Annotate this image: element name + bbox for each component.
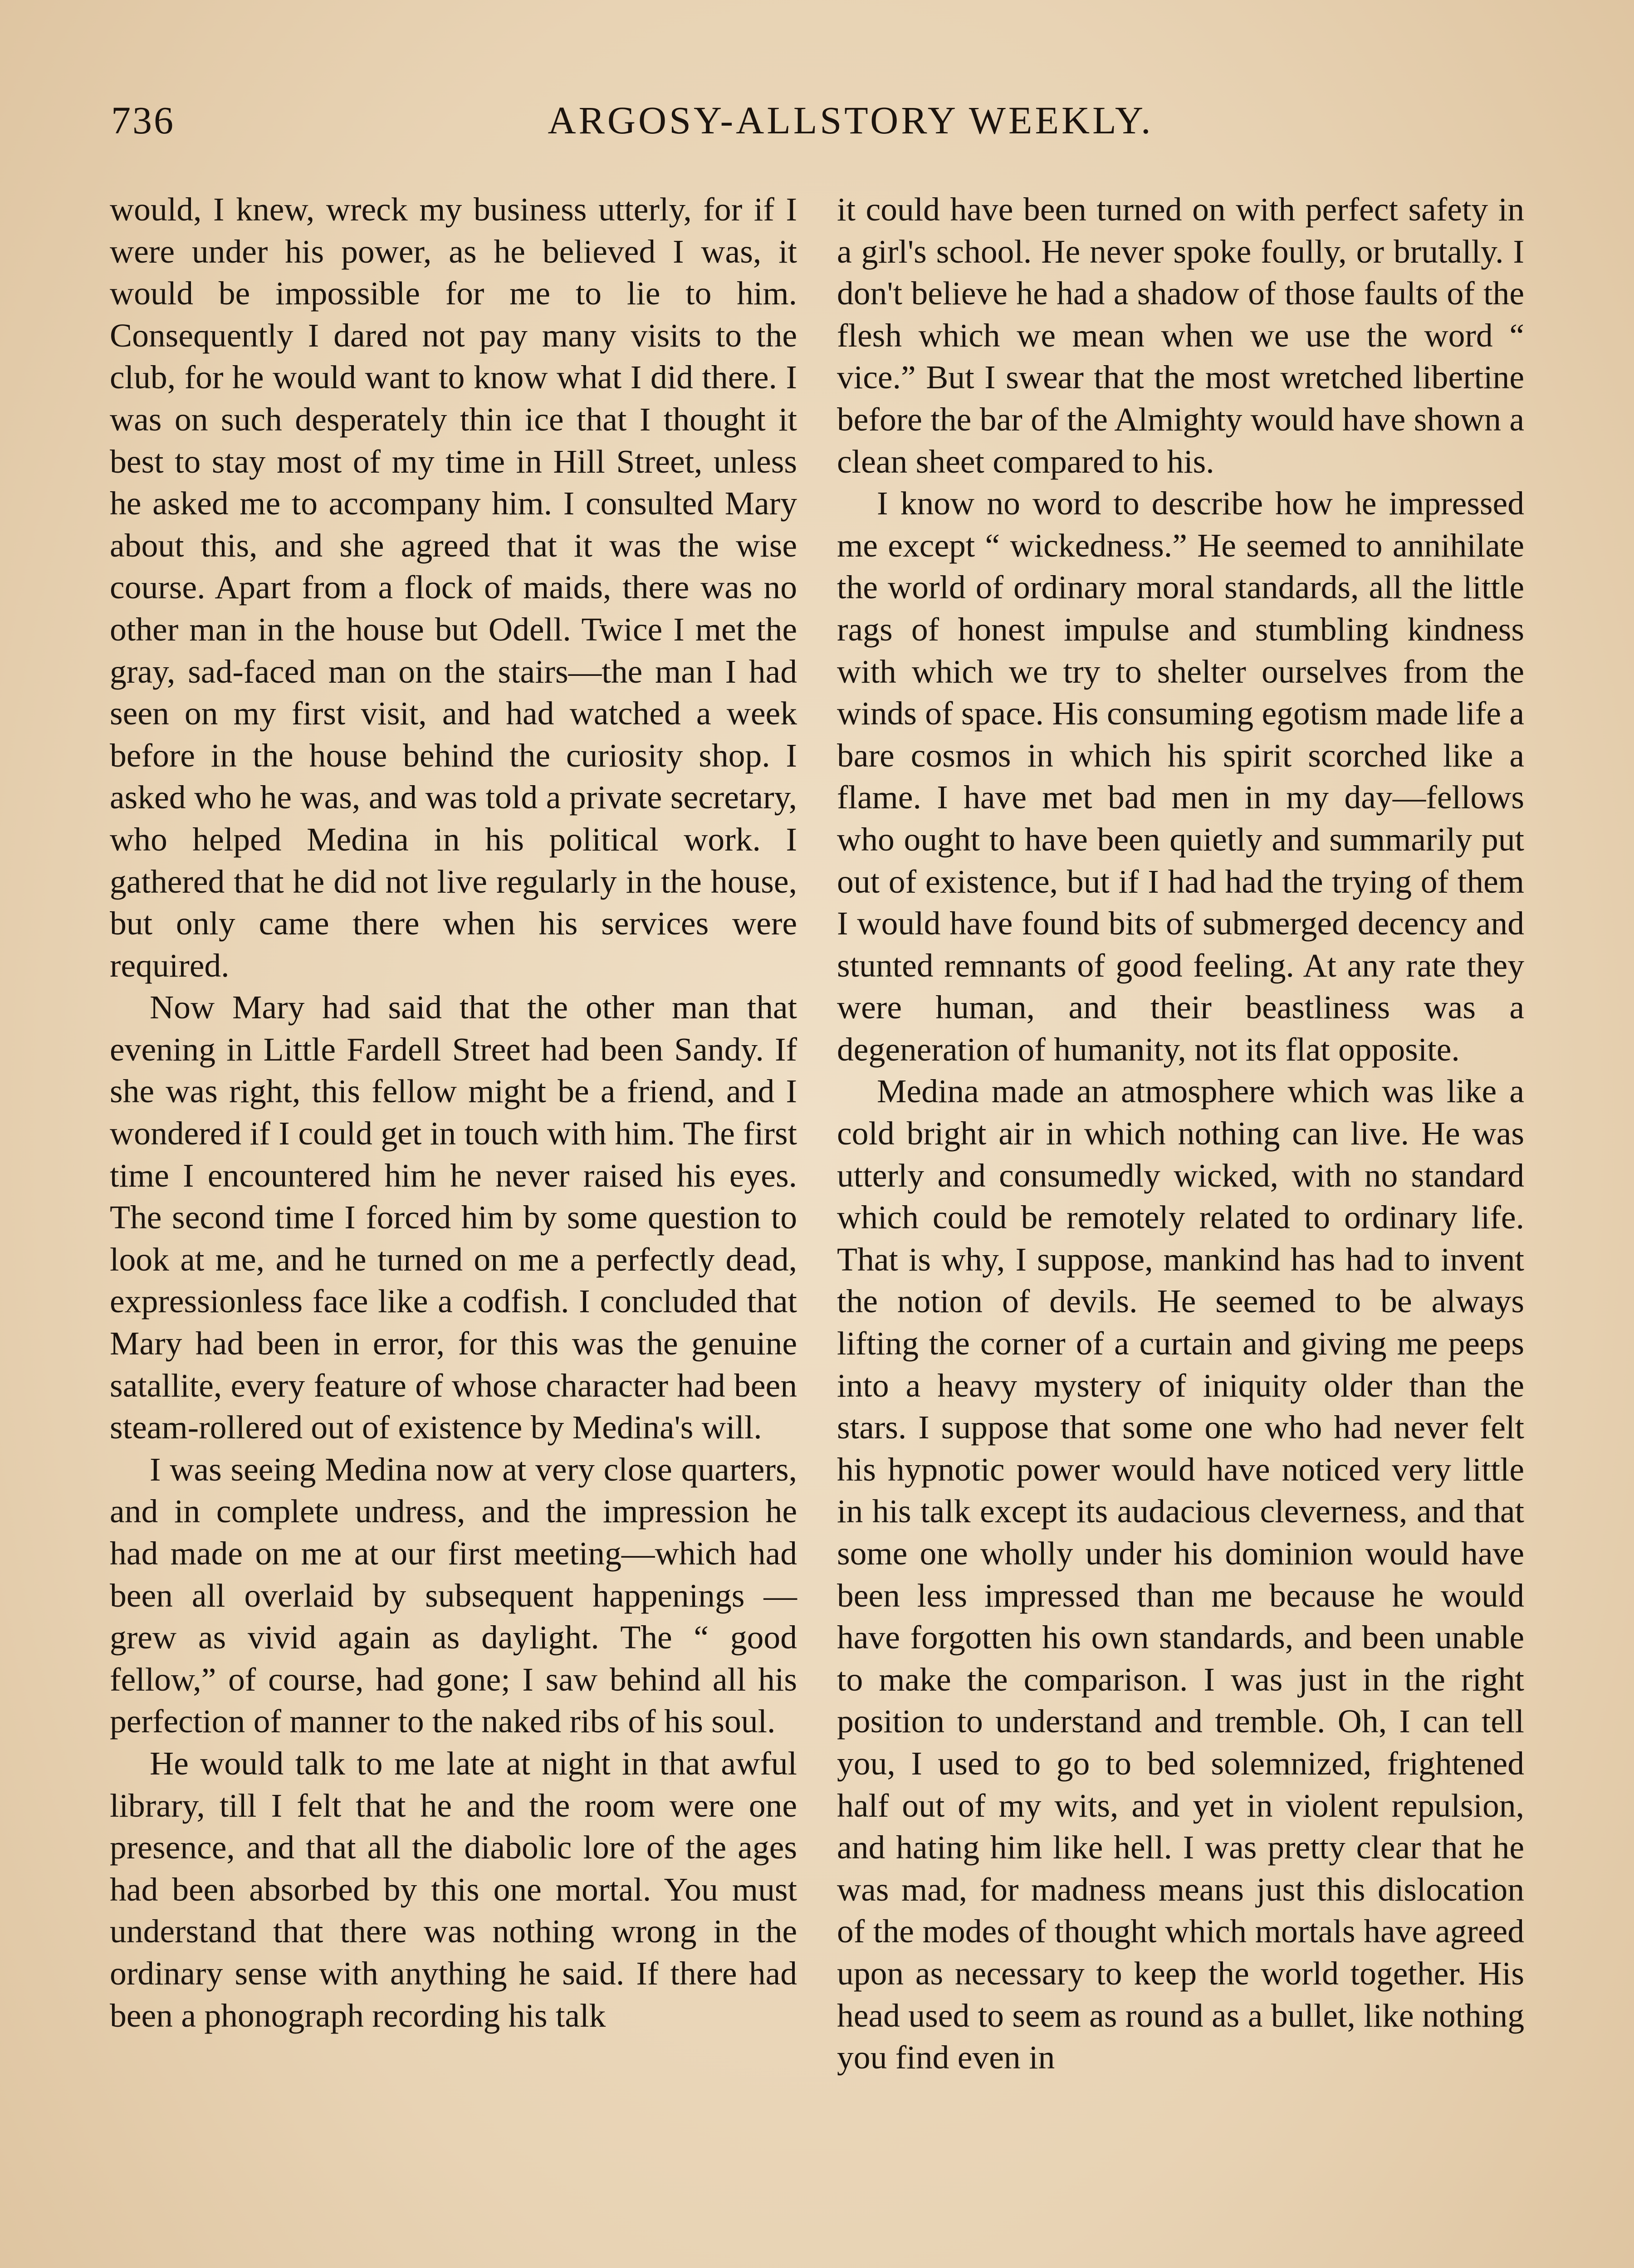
paragraph: I know no word to describe how he impressed me except “ wickedness.” He seemed to annihilate the world of ordinary moral standards, all the little rags of honest impulse and stumbling kindness with which we try to shelter ourselves from the winds of space. His consuming egotism made life a bare cosmos in which his spirit scorched like a flame. I have met bad men in my day—fellows who ought to have been quietly and summarily put out of existence, but if I had had the trying of them I would have found bits of submerged decency and stunted remnants of good feeling. At any rate they were human, and their beastliness was a degeneration of humanity, not its flat opposite. — [837, 484, 1524, 1068]
paragraph: would, I knew, wreck my business utterly, for if I were under his power, as he believed I was, it would be impossible for me to lie to him. Consequently I dared not pay many visits to the club, for he would want to know what I did there. I was on such desperately thin ice that I thought it best to stay most of my time in Hill Street, unless he asked me to accompany him. I consulted Mary about this, and she agreed that it was the wise course. Apart from a flock of maids, there was no other man in the house but Odell. Twice I met the gray, sad-faced man on the stairs—the man I had seen on my first visit, and had watched a week before in the house behind the curiosity shop. I asked who he was, and was told a private secretary, who helped Medina in his political work. I gathered that he did not live regularly in the house, but only came there when his services were required. — [110, 191, 797, 984]
paragraph: it could have been turned on with perfect safety in a girl's school. He never spoke foully, or brutally. I don't believe he had a shadow of those faults of the flesh which we mean when we use the word “ vice.” But I swear that the most wretched libertine before the bar of the Almighty would have shown a clean sheet compared to his. — [837, 191, 1524, 480]
running-title: ARGOSY-ALLSTORY WEEKLY. — [548, 98, 1154, 142]
left-text-column — [110, 188, 797, 2036]
page-number: 736 — [111, 98, 175, 142]
paragraph: Medina made an atmosphere which was like a cold bright air in which nothing can live. He was utterly and consumedly wicked, with no standard which could be remotely related to ordinary life. That is why, I suppose, mankind has had to invent the notion of devils. He seemed to be always lifting the corner of a curtain and giving me peeps into a heavy mystery of iniquity older than the stars. I suppose that some one who had never felt his hypnotic power would have noticed very little in his talk except its audacious cleverness, and that some one wholly under his dominion would have been less impressed than me because he would have forgotten his own standards, and been unable to make the comparison. I was just in the right position to understand and tremble. Oh, I can tell you, I used to go to bed solemnized, frightened half out of my wits, and yet in violent repulsion, and hating him like hell. I was pretty clear that he was mad, for madness means just this dislocation of the modes of thought which mortals have agreed upon as necessary to keep the world together. His head used to seem as round as a bullet, like nothing you find even in — [837, 1072, 1524, 2076]
paragraph: I was seeing Medina now at very close quarters, and in complete undress, and the impression he had made on me at our first meeting—which had been all overlaid by subsequent happenings — grew as vivid again as daylight. The “ good fellow,” of course, had gone; I saw behind all his perfection of manner to the naked ribs of his soul. — [110, 1450, 797, 1740]
paragraph: He would talk to me late at night in that awful library, till I felt that he and the room were one presence, and that all the diabolic lore of the ages had been absorbed by this one mortal. You must understand that there was nothing wrong in the ordinary sense with anything he said. If there had been a phonograph recording his talk — [110, 1744, 797, 2034]
right-text-column — [837, 188, 1524, 2078]
page-header — [111, 88, 1531, 166]
paragraph: Now Mary had said that the other man that evening in Little Fardell Street had been Sandy. If she was right, this fellow might be a friend, and I wondered if I could get in touch with him. The first time I encountered him he never raised his eyes. The second time I forced him by some question to look at me, and he turned on me a perfectly dead, expressionless face like a codfish. I concluded that Mary had been in error, for this was the genuine satallite, every feature of whose character had been steam-rollered out of existence by Medina's will. — [110, 988, 797, 1446]
